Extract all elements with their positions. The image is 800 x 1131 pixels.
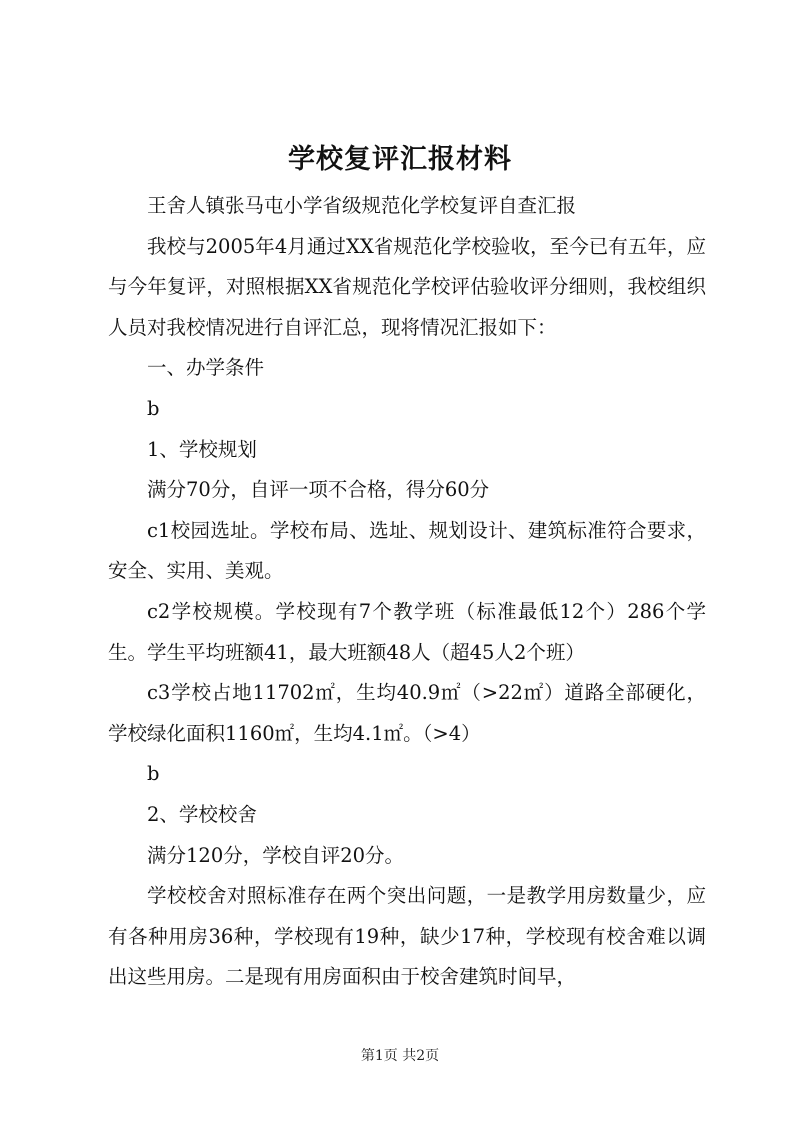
score-paragraph: 满分70分，自评一项不合格，得分60分: [147, 478, 490, 502]
subtitle-paragraph: 王舍人镇张马屯小学省级规范化学校复评自查汇报: [147, 194, 577, 217]
body-paragraph: 学校校舍对照标准存在两个突出问题，一是教学用房数量少，应有各种用房36种，学校现有19种，缺少17种，学校现有校舍难以调出这些用房。二是现有用房面积由于校舍建筑时间早，: [108, 884, 706, 989]
body-paragraph: c3学校占地11702㎡，生均40.9㎡（>22㎡）道路全部硬化，学校绿化面积1160㎡，生均4.1㎡。（>4）: [108, 681, 706, 745]
body-paragraph: c2学校规模。学校现有7个教学班（标准最低12个）286个学生。学生平均班额41，最大班额48人（超45人2个班）: [108, 599, 706, 664]
subsection-heading: 2、学校校舍: [147, 802, 257, 826]
body-paragraph: c1校园选址。学校布局、选址、规划设计、建筑标准符合要求，安全、实用、美观。: [108, 518, 706, 583]
intro-paragraph: 我校与2005年4月通过XX省规范化学校验收，至今已有五年，应与今年复评，对照根据XX省规范化学校评估验收评分细则，我校组织人员对我校情况进行自评汇总，现将情况汇报如下：: [108, 234, 706, 339]
section-heading: 一、办学条件: [147, 356, 265, 380]
marker-paragraph: b: [147, 762, 160, 786]
subsection-heading: 1、学校规划: [147, 437, 257, 461]
document-title: 学校复评汇报材料: [288, 144, 512, 175]
document-body: [108, 186, 706, 998]
page-footer: 第1页 共2页: [360, 1048, 440, 1064]
marker-paragraph: b: [147, 396, 160, 420]
score-paragraph: 满分120分，学校自评20分。: [147, 843, 405, 867]
